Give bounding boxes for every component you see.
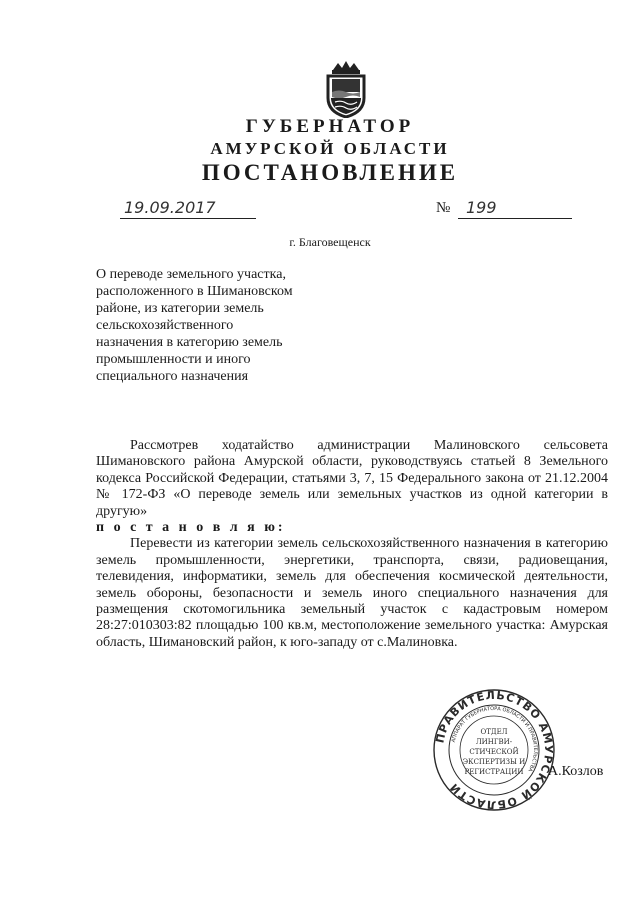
subject-line: районе, из категории земель (96, 301, 264, 316)
number-label: № (436, 200, 451, 216)
subject-line: специального назначения (96, 369, 249, 384)
region-heading: АМУРСКОЙ ОБЛАСТИ (210, 139, 450, 158)
decree-date: 19.09.2017 (120, 198, 256, 219)
subject-line: О переводе земельного участка, (96, 267, 286, 282)
subject-line: сельскохозяйственного (96, 318, 234, 333)
governor-heading: ГУБЕРНАТОР (245, 116, 415, 137)
signatory-name: А.Козлов (548, 764, 604, 779)
decree-number: 199 (458, 198, 572, 219)
resolve-line: п о с т а н о в л я ю: (96, 520, 286, 536)
stamp-center-line: ОТДЕЛ (480, 728, 508, 736)
document-type-heading: ПОСТАНОВЛЕНИЕ (201, 160, 459, 185)
clause-paragraph: Перевести из категории земель сельскохозяйственного назначения в категорию земель промышленности, энергетики, транспорта, связи, радиовещания, телевидения, информатики, земель для обеспечения космической деятельности, земель обороны, безопасности и земель иного специального назначения для размещения скотомогильника земельный участок с кадастровым номером 28:27:010303:82 площадью 100 кв.м, местоположение земельного участка: Амурская область, Шимановский район, к юго-западу от с.Малиновка. (96, 536, 608, 650)
decree-body (96, 438, 608, 651)
stamp-center-line: СТИЧЕСКОЙ (469, 748, 519, 756)
stamp-center-line: ЛИНГВИ- (475, 738, 513, 746)
city-line: г. Благовещенск (289, 235, 371, 249)
stamp-center-line: РЕГИСТРАЦИИ (464, 768, 524, 776)
coat-of-arms-icon (321, 60, 371, 118)
decree-subject (96, 266, 326, 385)
stamp-inner-text: АППАРАТ ГУБЕРНАТОРА ОБЛАСТИ И ПРАВИТЕЛЬСТВА (450, 705, 539, 773)
official-stamp (432, 688, 556, 812)
subject-line: назначения в категорию земель (96, 335, 283, 350)
subject-line: расположенного в Шимановском (96, 284, 293, 299)
stamp-center-line: ЭКСПЕРТИЗЫ И (462, 758, 526, 766)
preamble-paragraph: Рассмотрев ходатайство администрации Малиновского сельсовета Шимановского района Амурской области, руководствуясь статьей 8 Земельного кодекса Российской Федерации, статьями 3, 7, 15 Федерального закона от 21.12.2004 № 172-ФЗ «О переводе земель или земельных участков из одной категории в другую» (96, 438, 608, 519)
stamp-outer-text: ПРАВИТЕЛЬСТВО АМУРСКОЙ ОБЛАСТИ (433, 688, 556, 812)
subject-line: промышленности и иного (96, 352, 251, 367)
